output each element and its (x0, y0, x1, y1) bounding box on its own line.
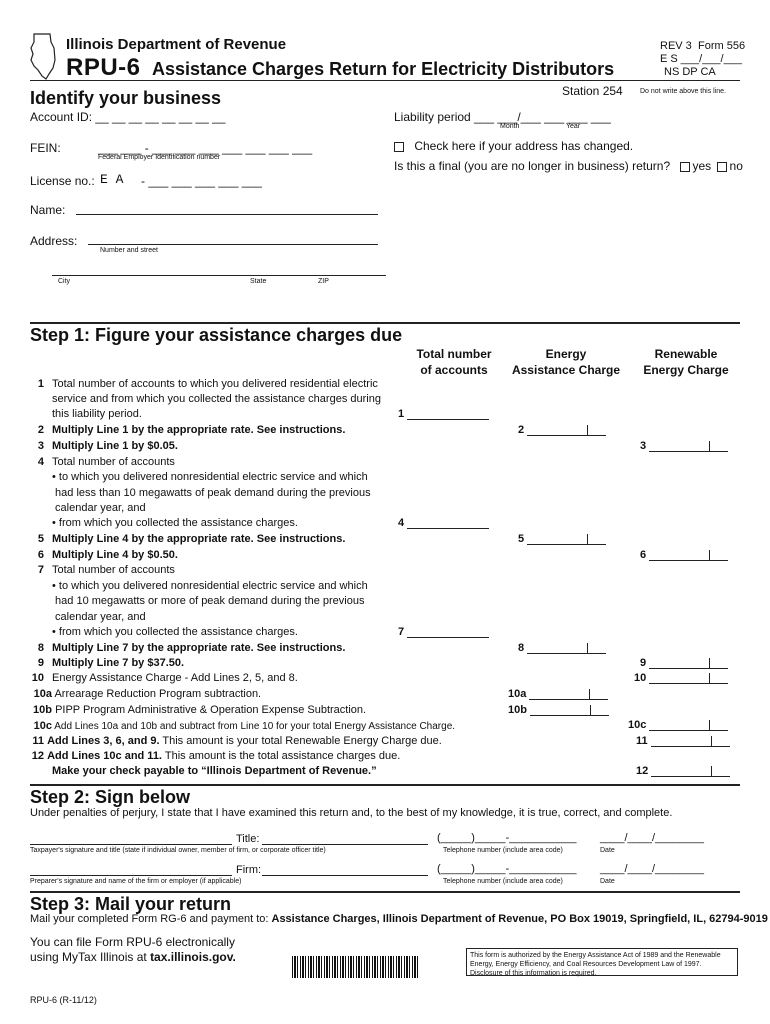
title-label: Title: (236, 833, 260, 845)
line11-entry[interactable] (636, 735, 730, 747)
final-yes-label: yes (692, 159, 712, 173)
line3-ref: 3 (640, 440, 647, 452)
line-12-text: This amount is the total assistance charges due. (162, 750, 401, 762)
line10-ref: 10 (634, 672, 647, 684)
step1-line (30, 564, 175, 576)
line10a-ref: 10a (508, 688, 527, 700)
step1-line-text: calendar year, and (52, 502, 146, 514)
license-prefix: E A (100, 172, 124, 187)
form-code: RPU-6 (66, 54, 141, 81)
line9-entry[interactable] (640, 657, 728, 669)
step1-line-text: Energy Assistance Charge - Add Lines 2, 5, and 8. (52, 672, 298, 684)
mail-instructions (30, 913, 768, 925)
col3-line1: Renewable (654, 347, 718, 361)
col1-line1: Total number (416, 347, 492, 361)
step1-line-text: service and from which you collected the assistance charges during (52, 393, 381, 405)
line2-ref: 2 (518, 424, 525, 436)
step1-line-text: • to which you delivered nonresidential electric service and which (52, 471, 368, 483)
step1-line (30, 408, 142, 420)
col2-line2: Assistance Charge (511, 363, 621, 377)
line-10c-number: 10c (33, 720, 52, 732)
es-field: E S ___/___/___ (660, 53, 742, 65)
col2-line1: Energy (545, 347, 587, 361)
line10b-ref: 10b (508, 704, 527, 716)
line-10a-text: Arrearage Reduction Program subtraction. (54, 688, 262, 700)
line4-ref: 4 (398, 517, 405, 529)
name-label: Name: (30, 203, 66, 217)
firm-label: Firm: (236, 864, 262, 876)
line4-entry[interactable] (398, 517, 489, 529)
address-label: Address: (30, 234, 78, 248)
col-renewable-energy (632, 346, 740, 378)
step1-line (30, 456, 175, 468)
efile-line2 (30, 950, 236, 964)
line5-entry[interactable] (518, 533, 606, 545)
line-10b (30, 704, 366, 716)
final-no-label: no (729, 159, 743, 173)
step1-line-text: Multiply Line 1 by the appropriate rate. See instructions. (52, 424, 346, 436)
step1-rule (30, 322, 740, 324)
preparer-phone-caption: Telephone number (include area code) (443, 878, 563, 885)
station: Station 254 (562, 84, 623, 98)
step1-line-number: 1 (37, 378, 44, 390)
payable-note: Make your check payable to “Illinois Department of Revenue.” (52, 765, 377, 777)
col3-line2: Energy Charge (643, 363, 729, 377)
line9-ref: 9 (640, 657, 647, 669)
street-field[interactable] (88, 244, 378, 245)
line12-ref: 12 (636, 765, 649, 777)
line-10c-text: Add Lines 10a and 10b and subtract from Line 10 for your total Energy Assistance Charge. (54, 721, 456, 732)
fein-field[interactable]: ___ ___ - ___ ___ ___ ___ ___ ___ ___ (98, 141, 313, 155)
line-10c (30, 720, 455, 732)
step1-line (30, 393, 381, 405)
line7-ref: 7 (398, 626, 405, 638)
fein-caption: Federal Employer Identification number (98, 154, 221, 161)
step1-line-text: Multiply Line 1 by $0.05. (52, 440, 178, 452)
step1-heading: Step 1: Figure your assistance charges due (30, 325, 403, 345)
city-state-zip-field[interactable] (52, 275, 386, 276)
line-10b-text: PIPP Program Administrative & Operation Expense Subtraction. (55, 704, 367, 716)
line10-entry[interactable] (634, 672, 728, 684)
line-10b-number: 10b (33, 704, 52, 716)
step1-line-number: 10 (31, 672, 44, 684)
license-field[interactable]: - ___ ___ ___ ___ ___ (141, 174, 262, 188)
step1-line-number: 5 (37, 533, 44, 545)
step1-line-text: • to which you delivered nonresidential electric service and which (52, 580, 368, 592)
agency-name: Illinois Department of Revenue (66, 36, 287, 53)
line-12 (30, 750, 400, 762)
step1-line (30, 672, 298, 684)
year-caption: Year (566, 123, 581, 130)
liability-period-field[interactable]: Liability period ___ ___/___ ___ ___ ___ (394, 110, 611, 124)
step1-line-text: Total number of accounts to which you delivered residential electric (52, 378, 378, 390)
mail-prefix: Mail your completed Form RG-6 and payment to: (30, 913, 269, 925)
line5-ref: 5 (518, 533, 525, 545)
step1-line-text: Total number of accounts (52, 456, 175, 468)
line-10a-number: 10a (33, 688, 52, 700)
line-11-number: 11 (32, 735, 44, 747)
address-changed-checkbox[interactable] (394, 142, 404, 152)
taxpayer-date-field[interactable]: ____/____/________ (600, 832, 704, 844)
taxpayer-caption: Taxpayer's signature and title (state if individual owner, member of firm, or corporate officer title) (30, 847, 326, 854)
line-10a (30, 688, 261, 700)
step1-line (30, 487, 371, 499)
step1-line-text: this liability period. (52, 408, 142, 420)
line6-ref: 6 (640, 549, 647, 561)
step1-line-number: 2 (37, 424, 44, 436)
step2-heading: Step 2: Sign below (30, 787, 191, 807)
step1-line (30, 580, 368, 592)
taxpayer-date-caption: Date (600, 847, 615, 854)
street-caption: Number and street (100, 247, 158, 254)
mail-address: Assistance Charges, Illinois Department of Revenue, PO Box 19019, Springfield, IL, 62794-9019 (271, 913, 768, 925)
name-field[interactable] (76, 214, 378, 215)
step1-line-number: 6 (37, 549, 44, 561)
step1-line-number: 4 (37, 456, 44, 468)
line2-entry[interactable] (518, 424, 606, 436)
line6-entry[interactable] (640, 549, 728, 561)
line10c-ref: 10c (628, 719, 647, 731)
line3-entry[interactable] (640, 440, 728, 452)
firm-field[interactable] (262, 875, 428, 876)
step1-line-number: 9 (37, 657, 44, 669)
line12-entry[interactable] (636, 765, 730, 777)
preparer-date-field[interactable]: ____/____/________ (600, 863, 704, 875)
line-12-bold: Add Lines 10c and 11. (47, 750, 162, 762)
step3-heading: Step 3: Mail your return (30, 894, 232, 914)
final-return-question: Is this a final (you are no longer in business) return? (394, 159, 671, 173)
step1-line (30, 502, 146, 514)
line10c-entry[interactable] (628, 719, 728, 731)
step1-line-text: Multiply Line 7 by the appropriate rate. See instructions. (52, 642, 346, 654)
step1-line (30, 378, 378, 390)
line10b-entry[interactable] (508, 704, 609, 716)
barcode (292, 956, 420, 978)
line1-entry[interactable] (398, 408, 489, 420)
step1-line (30, 517, 298, 529)
office-codes: NS DP CA (664, 66, 716, 78)
step2-rule (30, 784, 740, 786)
fein-label: FEIN: (30, 141, 61, 155)
step1-line (30, 533, 345, 545)
license-label: License no.: (30, 174, 95, 188)
step1-line (30, 424, 345, 436)
final-yes-checkbox[interactable] (680, 162, 690, 172)
step1-line (30, 549, 178, 561)
title-field[interactable] (262, 844, 428, 845)
rev-number: REV 3 (660, 40, 692, 52)
step1-line (30, 626, 298, 638)
illinois-state-outline-icon (28, 32, 58, 80)
efile-prefix: using MyTax Illinois at (30, 950, 147, 964)
step1-line-number: 3 (37, 440, 44, 452)
step1-line-text: Multiply Line 4 by the appropriate rate. See instructions. (52, 533, 346, 545)
zip-caption: ZIP (318, 278, 329, 285)
taxpayer-signature-field[interactable] (30, 844, 232, 845)
line-12-number: 12 (31, 750, 44, 762)
preparer-phone-field[interactable]: (_____)_____-___________ (437, 863, 577, 875)
line-11-text: This amount is your total Renewable Energy Charge due. (159, 735, 442, 747)
line11-ref: 11 (636, 735, 648, 747)
preparer-caption: Preparer's signature and name of the firm or employer (if applicable) (30, 878, 242, 885)
line7-entry[interactable] (398, 626, 489, 638)
step1-line-text: calendar year, and (52, 611, 146, 623)
step1-line-text: Multiply Line 4 by $0.50. (52, 549, 178, 561)
line-11 (30, 735, 442, 747)
step1-line-number: 8 (37, 642, 44, 654)
taxpayer-phone-caption: Telephone number (include area code) (443, 847, 563, 854)
step1-line (30, 595, 364, 607)
identify-heading: Identify your business (30, 88, 222, 108)
state-caption: State (250, 278, 267, 285)
line10a-entry[interactable] (508, 688, 608, 700)
taxpayer-phone-field[interactable]: (_____)_____-___________ (437, 832, 577, 844)
line1-ref: 1 (398, 408, 405, 420)
line8-entry[interactable] (518, 642, 606, 654)
month-caption: Month (500, 123, 520, 130)
step1-line-text: Multiply Line 7 by $37.50. (52, 657, 185, 669)
col1-line2: of accounts (420, 363, 488, 377)
final-return-row (394, 159, 743, 173)
city-caption: City (58, 278, 71, 285)
step3-rule (30, 891, 740, 893)
final-no-checkbox[interactable] (717, 162, 727, 172)
form-title: Assistance Charges Return for Electricity Distributors (152, 59, 615, 79)
form-number: Form 556 (698, 40, 746, 52)
efile-line1: You can file Form RPU-6 electronically (30, 935, 235, 949)
step1-line-number: 7 (37, 564, 44, 576)
preparer-date-caption: Date (600, 878, 615, 885)
preparer-signature-field[interactable] (30, 875, 232, 876)
step1-line (30, 657, 184, 669)
step1-line (30, 440, 178, 452)
col-total-accounts (406, 346, 502, 378)
mytax-link[interactable]: tax.illinois.gov. (150, 950, 236, 964)
account-id-field[interactable]: Account ID: __ __ __ __ __ __ __ __ (30, 110, 226, 124)
step1-line-text: • from which you collected the assistance charges. (52, 517, 298, 529)
authorization-notice: This form is authorized by the Energy Assistance Act of 1989 and the Renewable Energy, Energy Efficiency, and Coal Resources Development Law of 1997. Disclosure of this information is required. (466, 948, 738, 976)
address-changed-row (394, 139, 633, 153)
col-energy-assistance (506, 346, 626, 378)
address-changed-label: Check here if your address has changed. (414, 139, 634, 153)
line8-ref: 8 (518, 642, 525, 654)
form-footer: RPU-6 (R-11/12) (30, 995, 97, 1005)
step1-line-text: had less than 10 megawatts of peak demand during the previous (52, 487, 371, 499)
perjury-statement: Under penalties of perjury, I state that I have examined this return and, to the best of my knowledge, it is true, correct, and complete. (30, 807, 673, 819)
step1-line-text: • from which you collected the assistance charges. (52, 626, 298, 638)
do-not-write-note: Do not write above this line. (640, 88, 726, 95)
step1-line-text: Total number of accounts (52, 564, 175, 576)
step1-line (30, 642, 345, 654)
step1-line (30, 611, 146, 623)
step1-line (30, 471, 368, 483)
step1-line-text: had 10 megawatts or more of peak demand during the previous (52, 595, 365, 607)
line-11-bold: Add Lines 3, 6, and 9. (47, 735, 160, 747)
